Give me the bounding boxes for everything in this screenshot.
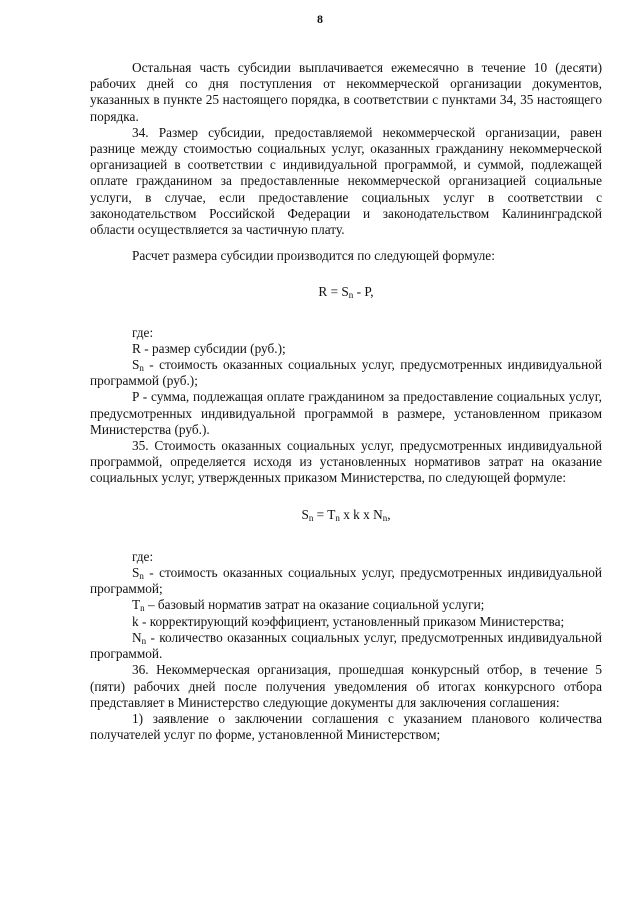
definition2-sn-text: - стоимость оказанных социальных услуг, предусмотренных индивидуальной программой; [90, 565, 602, 597]
paragraph-subsidy-remainder: Остальная часть субсидии выплачивается ежемесячно в течение 10 (десяти) рабочих дней со дня поступления от некоммерческой организации документов, указанных в пункте 25 настоящего порядка, в соответствии с пунктами 34, 35 настоящего порядка. [90, 60, 602, 124]
definition-p: P - сумма, подлежащая оплате гражданином за предоставление социальных услуг, предусмотренных индивидуальной программой в размере, установленном приказом Министерства (руб.). [90, 389, 602, 437]
where-label-2: где: [132, 548, 154, 564]
definition-sn-sub: n [139, 363, 144, 374]
definition2-sn [90, 565, 602, 597]
definition-nn-text: - количество оказанных социальных услуг, предусмотренных индивидуальной программой. [90, 629, 602, 662]
definition-nn-symbol: N [132, 629, 142, 645]
document-body [90, 60, 602, 743]
formula-cost-c: x k x N [339, 506, 383, 522]
definition-sn-text: - стоимость оказанных социальных услуг, предусмотренных индивидуальной программой (руб.); [90, 357, 602, 389]
definition-sn [90, 357, 602, 389]
definition-r: R - размер субсидии (руб.); [132, 340, 286, 356]
formula-cost [90, 507, 602, 523]
list-item-1: 1) заявление о заключении соглашения с указанием планового количества получателей услуг по форме, установленной Министерством; [90, 710, 602, 743]
formula-subsidy-sub: n [348, 290, 354, 301]
paragraph-calc-intro: Расчет размера субсидии производится по следующей формуле: [132, 248, 495, 264]
formula-cost-a-sub: n [308, 512, 314, 523]
definition-tn-text: – базовый норматив затрат на оказание социальной услуги; [144, 597, 485, 613]
formula-cost-a: S [301, 506, 309, 522]
formula-cost-c-sub: n [382, 512, 388, 523]
where-label-1: где: [132, 324, 154, 340]
formula-cost-b: = T [313, 506, 336, 522]
definition-sn-symbol: S [132, 357, 140, 373]
definition2-sn-sub: n [139, 571, 144, 582]
definition-tn-symbol: T [132, 597, 141, 613]
definition-tn [90, 597, 602, 613]
definition2-sn-symbol: S [132, 565, 140, 581]
page-number: 8 [317, 12, 323, 26]
formula-cost-b-sub: n [335, 512, 340, 523]
definition-k: k - корректирующий коэффициент, установленный приказом Министерства; [132, 613, 565, 629]
definition-nn-sub: n [141, 635, 147, 646]
definition-tn-sub: n [140, 603, 145, 614]
formula-subsidy [90, 284, 602, 300]
definition-nn [90, 630, 602, 662]
formula-cost-d: , [387, 506, 391, 522]
paragraph-34: 34. Размер субсидии, предоставляемой некоммерческой организации, равен разнице между стоимостью социальных услуг, оказанных гражданину некоммерческой организацией в соответствии с индивидуальной программой, и суммой, подлежащей оплате гражданином за предоставленные некоммерческой организацией социальные услуги, в случае, если предоставление социальных услуг в соответствии с законодательством Российской Федерации и законодательством Калининградской области осуществляется за частичную плату. [90, 124, 602, 238]
formula-subsidy-left: R = S [318, 284, 349, 300]
paragraph-36: 36. Некоммерческая организация, прошедшая конкурсный отбор, в течение 5 (пяти) рабочих дней после получения уведомления об итогах конкурсного отбора представляет в Министерство следующие документы для заключения соглашения: [90, 662, 602, 710]
formula-subsidy-right: - P, [353, 284, 374, 300]
paragraph-35: 35. Стоимость оказанных социальных услуг, предусмотренных индивидуальной программой, определяется исходя из установленных нормативов затрат на оказание социальных услуг, утвержденных приказом Министерства, по следующей формуле: [90, 438, 602, 486]
